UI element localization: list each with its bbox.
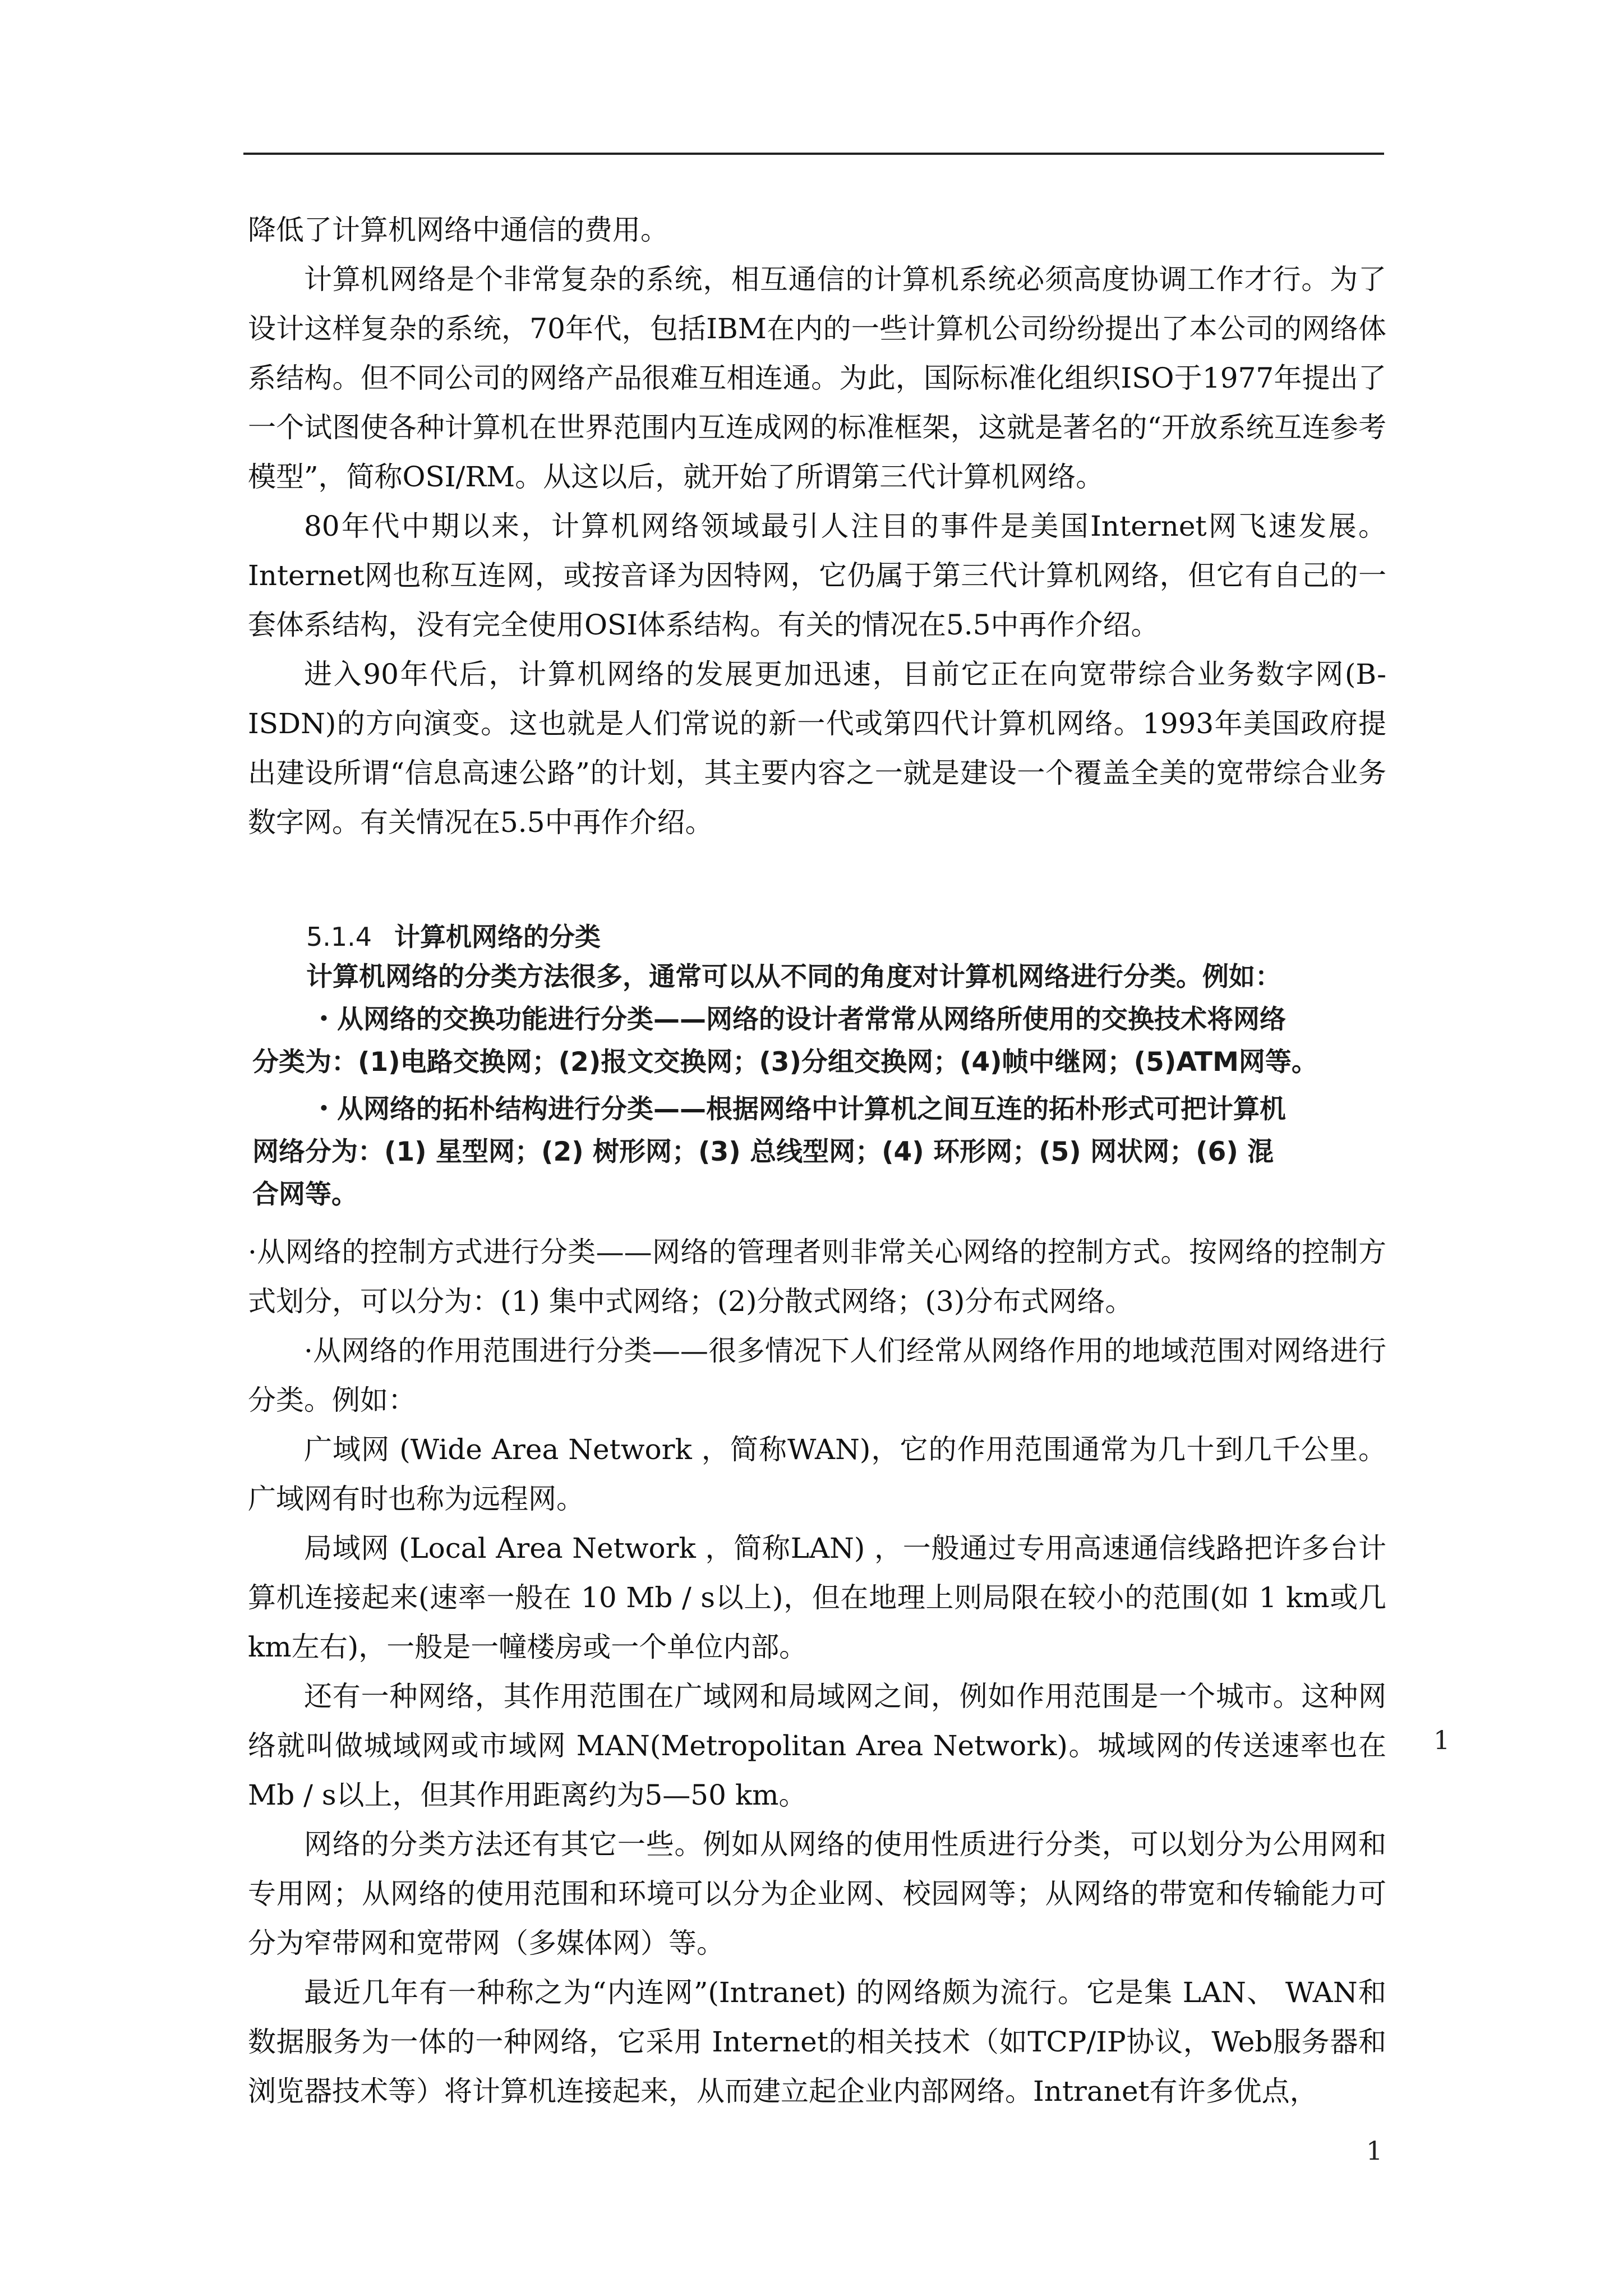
header-rule — [243, 153, 1384, 155]
paragraph-man: 还有一种网络，其作用范围在广域网和局域网之间，例如作用范围是一个城市。这种网络就叫做城域网或市域网 MAN(Metropolitan Area Network)。城域网的传送速率也在Mb / s以上，但其作用距离约为5—50 km。 — [248, 1680, 1386, 1811]
paragraph-bisdn-history: 进入90年代后，计算机网络的发展更加迅速，目前它正在向宽带综合业务数字网(B-ISDN)的方向演变。这也就是人们常说的新一代或第四代计算机网络。1993年美国政府提出建设所谓“信息高速公路”的计划，其主要内容之一就是建设一个覆盖全美的宽带综合业务数字网。有关情况在5.5中再作介绍。 — [248, 658, 1386, 839]
paragraph-continuation: 降低了计算机网络中通信的费用。 — [248, 214, 668, 246]
paragraph-other-classification: 网络的分类方法还有其它一些。例如从网络的使用性质进行分类，可以划分为公用网和专用网；从网络的使用范围和环境可以分为企业网、校园网等；从网络的带宽和传输能力可分为窄带网和宽带网（多媒体网）等。 — [248, 1828, 1386, 1959]
scan-line: ・从网络的交换功能进行分类——网络的设计者常常从网络所使用的交换技术将网络 — [311, 1004, 1286, 1035]
paragraph-lan: 局域网 (Local Area Network ，简称LAN) ，一般通过专用高速通信线路把许多台计算机连接起来(速率一般在 10 Mb / s以上)，但在地理上则局限在较小的范围(如 1 km或几km左右)，一般是一幢楼房或一个单位内部。 — [248, 1532, 1386, 1663]
margin-page-number: 1 — [1433, 1725, 1450, 1755]
body-text-bottom — [248, 1227, 1386, 2116]
paragraph-osi-history: 计算机网络是个非常复杂的系统，相互通信的计算机系统必须高度协调工作才行。为了设计这样复杂的系统，70年代，包括IBM在内的一些计算机公司纷纷提出了本公司的网络体系结构。但不同公司的网络产品很难互相连通。为此，国际标准化组织ISO于1977年提出了一个试图使各种计算机在世界范围内互连成网的标准框架，这就是著名的“开放系统互连参考模型”，简称OSI/RM。从这以后，就开始了所谓第三代计算机网络。 — [248, 263, 1386, 493]
footer-page-number: 1 — [1366, 2136, 1383, 2166]
scan-line: 网络分为：(1) 星型网；(2) 树形网；(3) 总线型网；(4) 环形网；(5) 网状网；(6) 混 — [252, 1137, 1274, 1167]
section-title: 计算机网络的分类 — [394, 922, 601, 952]
scan-line: 分类为：(1)电路交换网；(2)报文交换网；(3)分组交换网；(4)帧中继网；(5)ATM网等。 — [252, 1047, 1318, 1078]
scan-line: 合网等。 — [252, 1179, 358, 1210]
section-number: 5.1.4 — [306, 922, 372, 952]
paragraph-wan: 广域网 (Wide Area Network ，简称WAN)，它的作用范围通常为几十到几千公里。广域网有时也称为远程网。 — [248, 1433, 1386, 1515]
paragraph-control-mode: ·从网络的控制方式进行分类——网络的管理者则非常关心网络的控制方式。按网络的控制方式划分，可以分为：(1) 集中式网络；(2)分散式网络；(3)分布式网络。 — [248, 1236, 1386, 1318]
paragraph-intranet: 最近几年有一种称之为“内连网”(Intranet) 的网络颇为流行。它是集 LAN、 WAN和数据服务为一体的一种网络，它采用 Internet的相关技术（如TCP/IP协议，Web服务器和浏览器技术等）将计算机连接起来，从而建立起企业内部网络。Intranet有许多优点， — [248, 1976, 1386, 2108]
paragraph-internet-history: 80年代中期以来，计算机网络领域最引人注目的事件是美国Internet网飞速发展。Internet网也称互连网，或按音译为因特网，它仍属于第三代计算机网络，但它有自己的一套体系结构，没有完全使用OSI体系结构。有关的情况在5.5中再作介绍。 — [248, 510, 1386, 641]
section-heading — [306, 920, 601, 954]
scan-line: 计算机网络的分类方法很多，通常可以从不同的角度对计算机网络进行分类。例如： — [306, 961, 1281, 992]
scan-line: ・从网络的拓朴结构进行分类——根据网络中计算机之间互连的拓朴形式可把计算机 — [311, 1094, 1286, 1125]
paragraph-scope: ·从网络的作用范围进行分类——很多情况下人们经常从网络作用的地域范围对网络进行分类。例如： — [248, 1335, 1386, 1416]
body-text-top — [248, 205, 1386, 847]
